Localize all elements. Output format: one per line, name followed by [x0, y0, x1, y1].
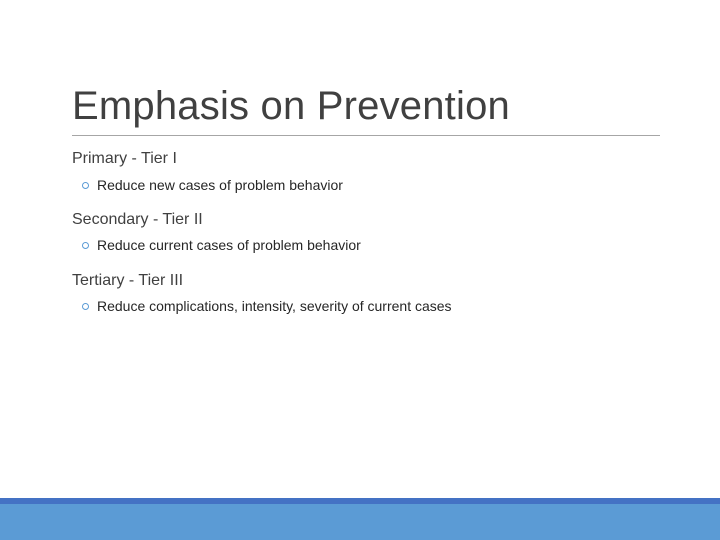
slide-title: Emphasis on Prevention — [72, 84, 510, 128]
hollow-circle-bullet-icon — [82, 182, 89, 189]
hollow-circle-bullet-icon — [82, 242, 89, 249]
tier-heading-tertiary: Tertiary - Tier III — [72, 272, 184, 289]
bullet-text: Reduce complications, intensity, severity of current cases — [97, 298, 452, 314]
tier-heading-secondary: Secondary - Tier II — [72, 211, 203, 228]
bullet-item-primary — [82, 177, 343, 193]
title-divider — [72, 135, 660, 136]
bullet-text: Reduce current cases of problem behavior — [97, 237, 361, 253]
bullet-item-secondary — [82, 237, 361, 253]
tier-heading-primary: Primary - Tier I — [72, 150, 177, 167]
footer-accent-band-light — [0, 504, 720, 540]
hollow-circle-bullet-icon — [82, 303, 89, 310]
bullet-item-tertiary — [82, 298, 452, 314]
bullet-text: Reduce new cases of problem behavior — [97, 177, 343, 193]
